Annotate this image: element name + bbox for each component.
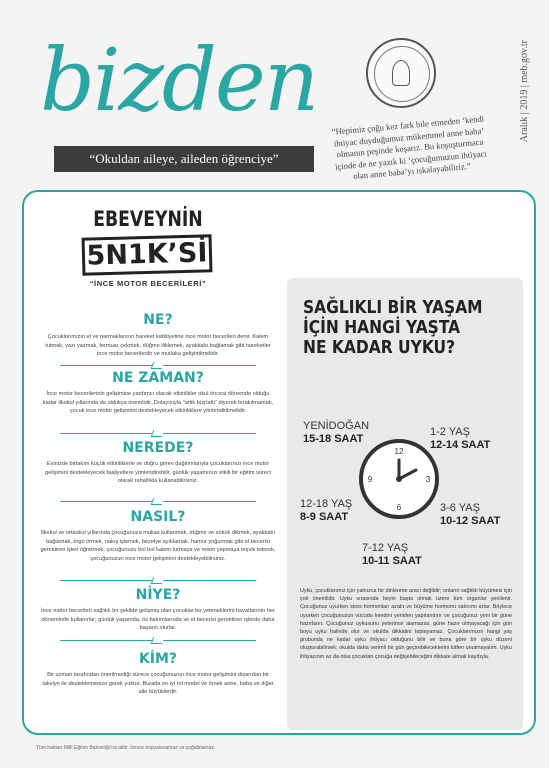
sleep-paragraph: Uyku, çocuklarımız için yalnızca bir dinlenme aracı değildir; onların sağlıklı büyümesi için çok önemlidir. Uyku sırasında beyin başta olmak üzere tüm organlar yenilenir. Çocuğunuz uyurken stres hormonları azalır ve büyüme hormonu salınımı artar. Böylece uyurken çocuğunuzun vücudu kendini yeniden yapılandırır ve çocuğunuz yeni bir güne hazırlanır. Çocuğunuz uykusunu yeterince alamazsa, güne hazır olmayacağı için gün boyu uyku halinde olur ve okulda dikkatini toplayamaz. Çocuklarımızın hangi yaş grubunda ne kadar uyku ihtiyacı olduğunu bilir ve buna göre bir uyku düzeni oluşturabilirsek; okulda daha verimli bir gün geçirebileceklerini lütfen unutmayalım. Uyku ihtiyacının az da olsa çocuktan çocuğa değişebileceğini dikkate almak kaydıyla. — [300, 588, 512, 660]
section-ne-zaman-body: İnce motor becerilerinin gelişimine yardımcı olacak etkinlikler okul öncesi dönemde olduğu kadar ilkokul yıllarında da oldukça önemlidir. Dolayısıyla “artik büyüdü” diyerek bırakılmamalı, çocuk ince motor gelişimini destekleyecek etkinliklere yönlendirilmelidir. — [42, 391, 274, 415]
editorial-quote: “Hepimiz çoğu kez fark bile etmeden ‘kendi ihtiyac duyduğumuz mükemmel anne baba’ olmanın peşinde koşarız. Bu koşuşturmaca içinde de ne yazık ki ‘çocuğumuzun ihtiyacı olan anne baba’yı ıskalayabiliriz.” — [331, 113, 488, 182]
age-7-12: 7-12 YAŞ 10-11 SAAT — [362, 542, 422, 567]
clock-number: 3 — [425, 475, 431, 484]
age-3-6: 3-6 YAŞ 10-12 SAAT — [440, 502, 501, 527]
section-divider — [60, 365, 256, 366]
section-niye-body: İnce motor becerileri sağlıklı bir şekilde gelişmiş olan çocuklar bu yeteneklerini hayatlarının her döneminde kullanırlar; günlük yaşamda, öz bakımlarında ve el becerisi gerektiren işlerde daha başarılı olurlar. — [41, 608, 275, 632]
section-kim-heading: KİM? — [138, 651, 178, 667]
clock-number: 6 — [396, 503, 402, 512]
section-ne-heading: NE? — [143, 312, 173, 328]
subtitle-ince-motor: “İNCE MOTOR BECERİLERİ” — [89, 279, 207, 288]
age-newborn: YENİDOĞAN 15-18 SAAT — [303, 420, 370, 445]
age-12-18: 12-18 YAŞ 8-9 SAAT — [300, 498, 353, 523]
sleep-title: SAĞLIKLI BİR YAŞAM İÇİN HANGİ YAŞTA NE KADAR UYKU? — [303, 297, 483, 358]
section-divider — [60, 640, 256, 641]
meb-seal-icon — [366, 38, 436, 108]
section-divider — [60, 501, 256, 502]
clock-icon — [358, 438, 440, 520]
section-niye-heading: NİYE? — [135, 587, 181, 603]
section-ne-body: Çocuklarımızın el ve parmaklarının hareket kabiliyetine ince motor becerileri denir. Kalem tutmak, yazı yazmak, fermuar çekmek, düğme iliklemek, ayakkabı bağlamak gibi hareketler ince motor becerilerdir ve mutlaka geliştirilmelidir. — [45, 334, 271, 358]
section-divider — [60, 580, 256, 581]
tagline: “Okuldan aileye, aileden öğrenciye” — [54, 146, 314, 172]
clock-number: 9 — [367, 475, 373, 484]
section-divider — [60, 433, 256, 434]
issue-date-side: Aralık | 2019 | meb.gov.tr — [519, 40, 530, 143]
section-nerede-heading: NEREDE? — [122, 440, 194, 456]
section-nerede-body: Evinizde birtakım küçük etkinliklerle ve doğru görev dağılımlarıyla çocuklarınızı ince motor gelişimini destekleyecek faaliyetlere yönlendirebilir, günlük yaşamınızı etkili bir eğitim süreci olarak rahatlıkla kullanabilirsiniz. — [44, 461, 272, 485]
section-nasil-heading: NASIL? — [130, 509, 186, 525]
title-ebeveynin: EBEVEYNİN — [93, 207, 203, 231]
section-nasil-body: İlkokul ve ortaokul yıllarında çocuğunuza makas kullanmak, düğme ve sökük dikmek, ayakkabı bağlamak, örgü örmek, nakış işlemek, bezelye ayıklamak, hamur yoğurmak gibi el becerisi gerektiren işleri öğretmek, çocuğunuzu bol bol kalem tutmaya ve resim yapmaya teşvik ederek, çocuğunuzun ince motor gelişimini destekleyebilirsiniz. — [40, 530, 276, 562]
bizden-logo: bizden — [40, 31, 318, 131]
title-5n1k: 5N1K’Sİ — [82, 234, 213, 275]
section-kim-body: Bir uzman tarafından önerilmediği sürece çocuğunuzun ince motor gelişimini dışarıdan bir takviye ile desteklemenize gerek yoktur. Burada en iyi rol model ve örnek anne, baba ve diğer aile büyüklerdir. — [42, 672, 274, 696]
section-ne-zaman-heading: NE ZAMAN? — [112, 370, 204, 386]
clock-number: 12 — [394, 447, 404, 456]
footer-copyright: Tüm hakları Millî Eğitim Bakanlığı’na aittir. İzinsiz kopyalanamaz ve çoğaltılamaz. — [36, 745, 216, 751]
age-1-2: 1-2 YAŞ 12-14 SAAT — [430, 426, 491, 451]
